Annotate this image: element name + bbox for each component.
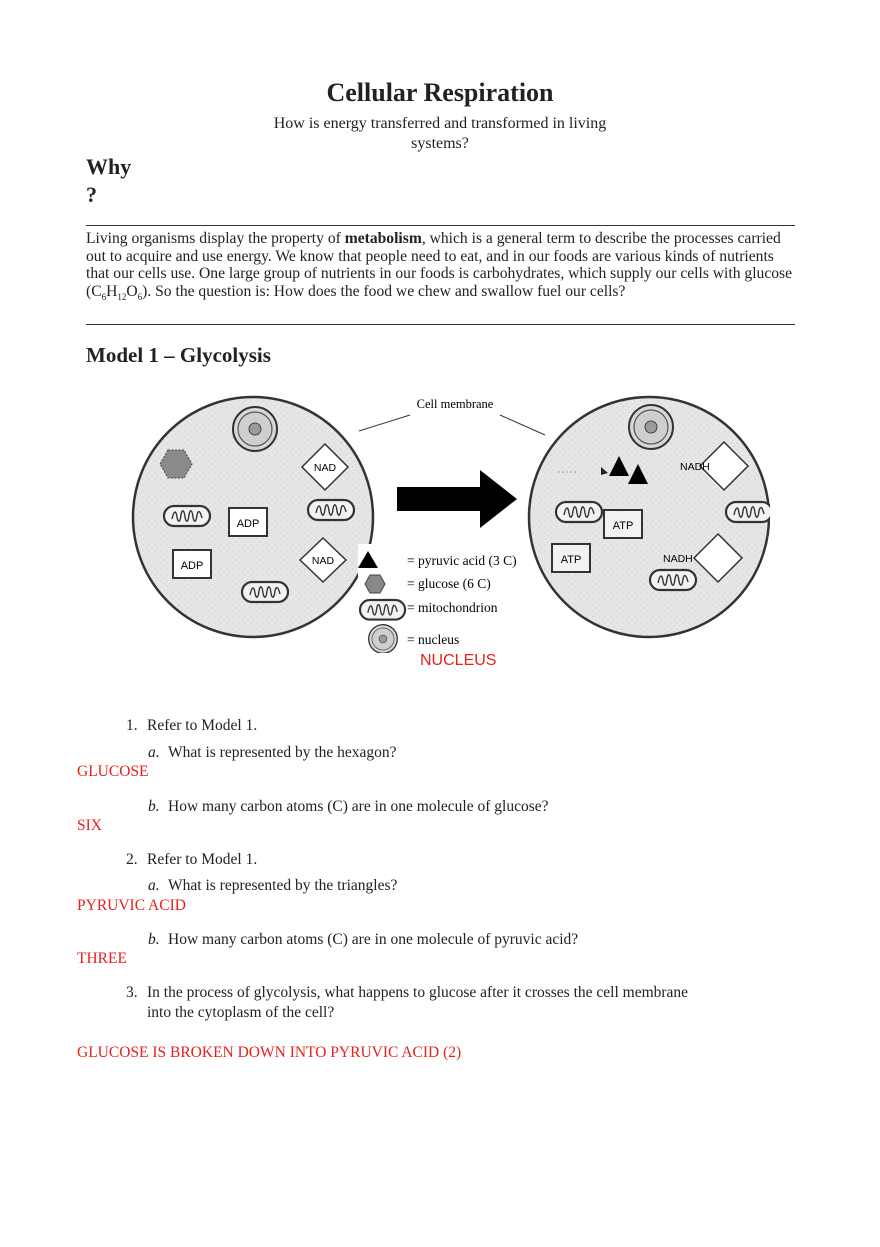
legend-hexagon-icon bbox=[365, 575, 385, 593]
q3-text-line-1: In the process of glycolysis, what happens to glucose after it crosses the cell membrane bbox=[147, 984, 689, 1001]
q2b-text: How many carbon atoms (C) are in one molecule of pyruvic acid? bbox=[168, 931, 579, 948]
q3-answer: GLUCOSE IS BROKEN DOWN INTO PYRUVIC ACID (2) bbox=[77, 1044, 462, 1061]
legend-mitochondrion-icon bbox=[360, 600, 405, 620]
q2a-answer: PYRUVIC ACID bbox=[77, 897, 186, 914]
cell-membrane-label: Cell membrane bbox=[416, 397, 494, 411]
nadh-label: NADH bbox=[680, 461, 710, 473]
mitochondrion-icon bbox=[650, 570, 696, 590]
legend-glucose: = glucose (6 C) bbox=[407, 576, 491, 591]
q3-text-line-2: into the cytoplasm of the cell? bbox=[147, 1004, 335, 1021]
formula-sub-o: 6 bbox=[137, 291, 143, 302]
q1b-answer: SIX bbox=[77, 817, 102, 834]
mitochondrion-icon bbox=[308, 500, 354, 520]
mitochondrion-icon bbox=[164, 506, 210, 526]
mitochondrion-icon bbox=[242, 582, 288, 602]
formula-o: O bbox=[126, 282, 138, 300]
model-heading: Model 1 – Glycolysis bbox=[86, 343, 271, 367]
why-line-1: Why bbox=[86, 154, 132, 179]
legend-nucleus: = nucleus bbox=[407, 632, 460, 647]
intro-text-1: Living organisms display the property of bbox=[86, 230, 345, 247]
q2b-letter: b. bbox=[148, 931, 160, 948]
q1-number: 1. bbox=[126, 717, 138, 734]
q1a-text: What is represented by the hexagon? bbox=[168, 744, 397, 761]
mitochondrion-icon bbox=[726, 502, 770, 522]
intro-text-3: ). So the question is: How does the food we chew and swallow fuel our cells? bbox=[142, 282, 626, 300]
glycolysis-diagram bbox=[130, 388, 770, 653]
nad-label: NAD bbox=[313, 462, 337, 474]
q1b-letter: b. bbox=[148, 798, 160, 815]
q1a-letter: a. bbox=[148, 744, 160, 761]
q2b-answer: THREE bbox=[77, 950, 127, 967]
q1b-text: How many carbon atoms (C) are in one molecule of glucose? bbox=[168, 798, 549, 815]
mitochondrion-icon bbox=[556, 502, 602, 522]
nadh-label: NADH bbox=[663, 553, 693, 565]
atp-label: ATP bbox=[612, 520, 634, 532]
divider-top bbox=[86, 225, 795, 226]
intro-paragraph bbox=[86, 230, 798, 306]
legend-pyruvic-acid: = pyruvic acid (3 C) bbox=[407, 553, 517, 568]
atp-label: ATP bbox=[560, 554, 582, 566]
nucleus-answer: NUCLEUS bbox=[420, 652, 497, 669]
intro-text-2: , which is a general term to describe the processes carried out to acquire and use energy. We know that people need to eat, and in our foods are various kinds of nutrients that our cells use. One large group of nutrients in our foods is carbohydrates, which supply our cells with glucose (C bbox=[86, 230, 793, 300]
adp-label: ADP bbox=[180, 560, 204, 572]
formula-sub-h: 12 bbox=[117, 291, 127, 302]
page-subtitle: How is energy transferred and transformed in living systems? bbox=[273, 115, 607, 152]
q2a-letter: a. bbox=[148, 877, 160, 894]
legend-nucleus-icon bbox=[369, 625, 398, 653]
arrow-icon bbox=[397, 470, 517, 528]
q2a-text: What is represented by the triangles? bbox=[168, 877, 398, 894]
formula-h: H bbox=[106, 282, 118, 300]
q1-text: Refer to Model 1. bbox=[147, 717, 258, 734]
nucleus-icon bbox=[233, 407, 277, 451]
nucleus-icon bbox=[629, 405, 673, 449]
q2-number: 2. bbox=[126, 851, 138, 868]
formula-sub-c: 6 bbox=[101, 291, 107, 302]
divider-bottom bbox=[86, 324, 795, 325]
nad-label: NAD bbox=[311, 555, 335, 567]
q3-number: 3. bbox=[126, 984, 138, 1001]
why-heading bbox=[86, 153, 146, 209]
q1a-answer: GLUCOSE bbox=[77, 763, 149, 780]
why-line-2: ? bbox=[86, 182, 97, 207]
legend-mitochondrion: = mitochondrion bbox=[407, 600, 498, 615]
intro-bold-term: metabolism bbox=[344, 230, 422, 247]
page-title: Cellular Respiration bbox=[326, 78, 554, 107]
q2-text: Refer to Model 1. bbox=[147, 851, 258, 868]
adp-label: ADP bbox=[236, 518, 260, 530]
